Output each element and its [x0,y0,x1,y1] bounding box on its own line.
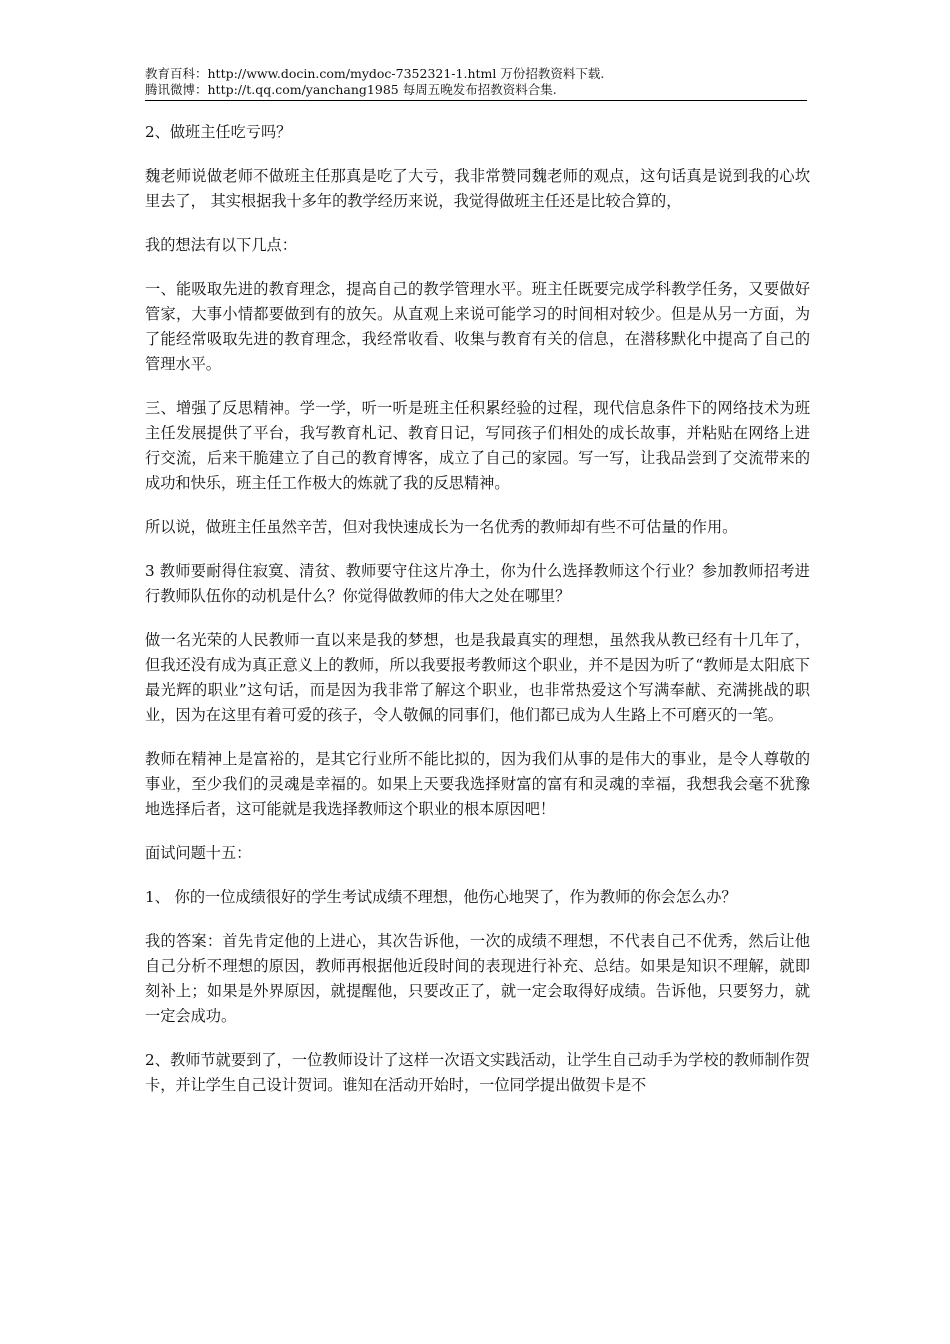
header-line-weibo: 腾讯微博：http://t.qq.com/yanchang1985 每周五晚发布招教资料合集. [145,82,557,97]
answer-paragraph: 我的答案：首先肯定他的上进心，其次告诉他，一次的成绩不理想，不代表自己不优秀，然后让他自己分析不理想的原因，教师再根据他近段时间的表现进行补充、总结。如果是知识不理解，就即刻补上；如果是外界原因，就提醒他，只要改正了，就一定会取得好成绩。告诉他，只要努力，就一定会成功。 [145,932,810,1025]
interview-item-2: 2、教师节就要到了，一位教师设计了这样一次语文实践活动，让学生自己动手为学校的教师制作贺卡，并让学生自己设计贺词。谁知在活动开始时，一位同学提出做贺卡是不 [145,1051,810,1094]
interview-question-15-heading: 面试问题十五： [145,844,252,862]
paragraph-point-one: 一、能吸取先进的教育理念，提高自己的教学管理水平。班主任既要完成学科教学任务，又要做好管家，大事小情都要做到有的放矢。从直观上来说可能学习的时间相对较少。但是从另一方面，为了能经常吸取先进的教育理念，我经常收看、收集与教育有关的信息，在潜移默化中提高了自己的管理水平。 [145,280,810,373]
document-body [145,120,810,1098]
paragraph-conclusion: 所以说，做班主任虽然辛苦，但对我快速成长为一名优秀的教师却有些不可估量的作用。 [145,518,738,536]
page-header [145,66,807,101]
question-3-heading: 3 教师要耐得住寂寞、清贫、教师要守住这片净土，你为什么选择教师这个行业？参加教师招考进行教师队伍你的动机是什么？你觉得做教师的伟大之处在哪里？ [145,562,810,605]
header-line-docin: 教育百科：http://www.docin.com/mydoc-7352321-1.html 万份招教资料下载. [145,66,605,81]
question-2-heading: 2、做班主任吃亏吗？ [145,123,292,141]
interview-item-1: 1、 你的一位成绩很好的学生考试成绩不理想，他伤心地哭了，作为教师的你会怎么办？ [145,888,737,906]
paragraph-dream: 做一名光荣的人民教师一直以来是我的梦想，也是我最真实的理想，虽然我从教已经有十几年了，但我还没有成为真正意义上的教师，所以我要报考教师这个职业，并不是因为听了“教师是太阳底下最光辉的职业”这句话，而是因为我非常了解这个职业，也非常热爱这个写满奉献、充满挑战的职业，因为在这里有着可爱的孩子，令人敬佩的同事们，他们都已成为人生路上不可磨灭的一笔。 [145,631,810,724]
paragraph-points-intro: 我的想法有以下几点： [145,236,297,254]
paragraph-point-three: 三、增强了反思精神。学一学，听一听是班主任积累经验的过程，现代信息条件下的网络技术为班主任发展提供了平台，我写教育札记、教育日记，写同孩子们相处的成长故事，并粘贴在网络上进行交流，后来干脆建立了自己的教育博客，成立了自己的家园。写一写，让我品尝到了交流带来的成功和快乐，班主任工作极大的炼就了我的反思精神。 [145,399,810,492]
paragraph-opinion: 魏老师说做老师不做班主任那真是吃了大亏，我非常赞同魏老师的观点，这句话真是说到我的心坎里去了， 其实根据我十多年的教学经历来说，我觉得做班主任还是比较合算的， [145,167,810,210]
paragraph-spirit: 教师在精神上是富裕的，是其它行业所不能比拟的，因为我们从事的是伟大的事业，是令人尊敬的事业，至少我们的灵魂是幸福的。如果上天要我选择财富的富有和灵魂的幸福，我想我会毫不犹豫地选择后者，这可能就是我选择教师这个职业的根本原因吧！ [145,750,810,818]
